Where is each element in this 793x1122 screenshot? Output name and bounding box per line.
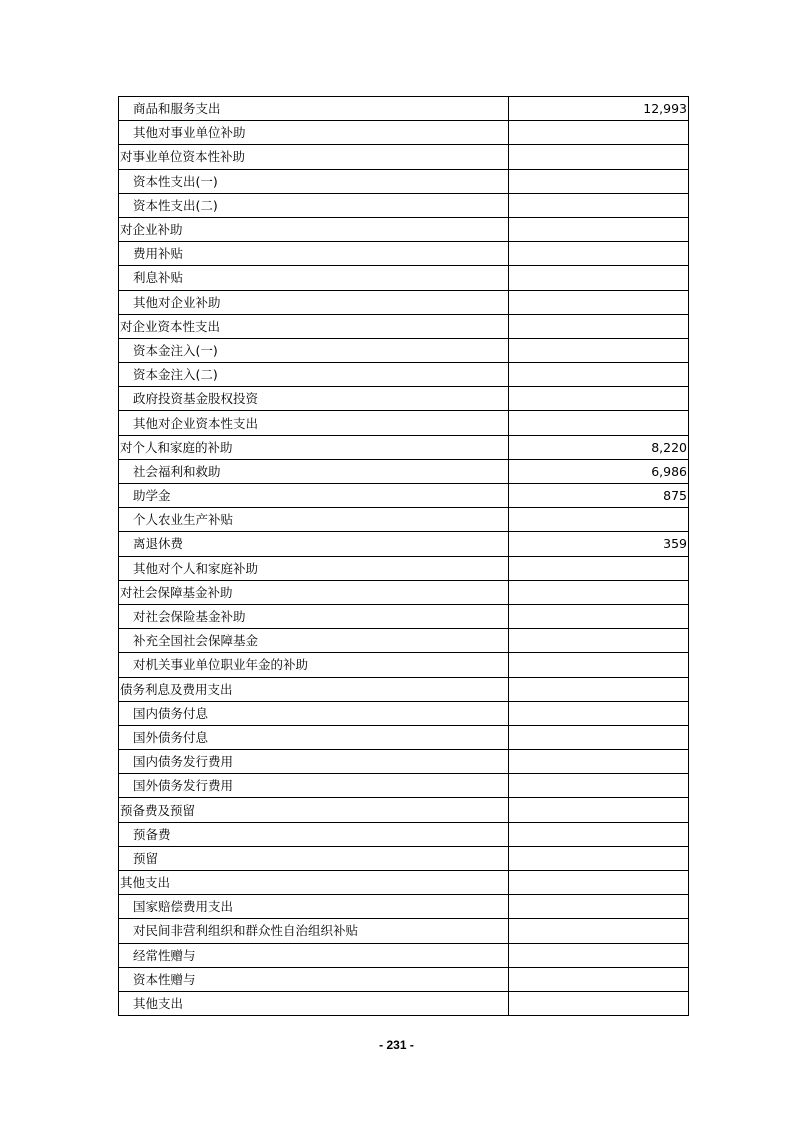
amount-cell: 6,986 <box>509 459 689 483</box>
amount-cell <box>509 991 689 1015</box>
amount-cell <box>509 871 689 895</box>
amount-cell <box>509 798 689 822</box>
item-name-cell: 对民间非营利组织和群众性自治组织补贴 <box>119 919 509 943</box>
table-row <box>119 387 689 411</box>
amount-cell <box>509 387 689 411</box>
item-name-cell: 对社会保障基金补助 <box>119 580 509 604</box>
amount-cell <box>509 701 689 725</box>
table-row <box>119 846 689 870</box>
item-name-cell: 国内债务付息 <box>119 701 509 725</box>
item-name-cell: 其他支出 <box>119 991 509 1015</box>
table-row <box>119 604 689 628</box>
table-row <box>119 895 689 919</box>
table-row <box>119 943 689 967</box>
table-row <box>119 580 689 604</box>
table-row <box>119 266 689 290</box>
amount-cell <box>509 193 689 217</box>
amount-cell <box>509 943 689 967</box>
amount-cell <box>509 314 689 338</box>
amount-cell <box>509 217 689 241</box>
item-name-cell: 其他对企业补助 <box>119 290 509 314</box>
item-name-cell: 国外债务发行费用 <box>119 774 509 798</box>
amount-cell <box>509 629 689 653</box>
table-row <box>119 193 689 217</box>
amount-cell: 8,220 <box>509 435 689 459</box>
table-row <box>119 556 689 580</box>
item-name-cell: 国外债务付息 <box>119 725 509 749</box>
amount-cell <box>509 750 689 774</box>
item-name-cell: 资本性赠与 <box>119 967 509 991</box>
item-name-cell: 其他对个人和家庭补助 <box>119 556 509 580</box>
table-row <box>119 774 689 798</box>
amount-cell <box>509 145 689 169</box>
item-name-cell: 债务利息及费用支出 <box>119 677 509 701</box>
table-row <box>119 701 689 725</box>
item-name-cell: 其他支出 <box>119 871 509 895</box>
item-name-cell: 对社会保险基金补助 <box>119 604 509 628</box>
table-row <box>119 725 689 749</box>
amount-cell <box>509 290 689 314</box>
amount-cell <box>509 774 689 798</box>
table-row <box>119 677 689 701</box>
item-name-cell: 商品和服务支出 <box>119 97 509 121</box>
item-name-cell: 资本性支出(二) <box>119 193 509 217</box>
amount-cell <box>509 967 689 991</box>
table-row <box>119 97 689 121</box>
table-row <box>119 919 689 943</box>
item-name-cell: 个人农业生产补贴 <box>119 508 509 532</box>
table-row <box>119 967 689 991</box>
table-row <box>119 435 689 459</box>
amount-cell <box>509 604 689 628</box>
amount-cell <box>509 363 689 387</box>
item-name-cell: 国内债务发行费用 <box>119 750 509 774</box>
page-number: - 231 - <box>379 1038 414 1052</box>
budget-expenditure-table <box>118 96 689 1016</box>
item-name-cell: 补充全国社会保障基金 <box>119 629 509 653</box>
item-name-cell: 对企业资本性支出 <box>119 314 509 338</box>
table-row <box>119 871 689 895</box>
table-row <box>119 290 689 314</box>
item-name-cell: 其他对事业单位补助 <box>119 121 509 145</box>
item-name-cell: 其他对企业资本性支出 <box>119 411 509 435</box>
item-name-cell: 资本性支出(一) <box>119 169 509 193</box>
amount-cell: 359 <box>509 532 689 556</box>
item-name-cell: 对机关事业单位职业年金的补助 <box>119 653 509 677</box>
table-row <box>119 991 689 1015</box>
item-name-cell: 预留 <box>119 846 509 870</box>
amount-cell <box>509 508 689 532</box>
table-row <box>119 314 689 338</box>
item-name-cell: 政府投资基金股权投资 <box>119 387 509 411</box>
item-name-cell: 对事业单位资本性补助 <box>119 145 509 169</box>
item-name-cell: 国家赔偿费用支出 <box>119 895 509 919</box>
item-name-cell: 社会福利和救助 <box>119 459 509 483</box>
amount-cell: 12,993 <box>509 97 689 121</box>
table-row <box>119 532 689 556</box>
amount-cell <box>509 338 689 362</box>
amount-cell <box>509 169 689 193</box>
amount-cell <box>509 411 689 435</box>
table-row <box>119 145 689 169</box>
table-row <box>119 629 689 653</box>
table-row <box>119 653 689 677</box>
table-body <box>119 97 689 1016</box>
table-row <box>119 242 689 266</box>
table-row <box>119 750 689 774</box>
item-name-cell: 离退休费 <box>119 532 509 556</box>
amount-cell <box>509 242 689 266</box>
table-row <box>119 363 689 387</box>
amount-cell <box>509 822 689 846</box>
table-row <box>119 459 689 483</box>
amount-cell <box>509 895 689 919</box>
item-name-cell: 助学金 <box>119 484 509 508</box>
amount-cell <box>509 580 689 604</box>
amount-cell <box>509 677 689 701</box>
amount-cell <box>509 846 689 870</box>
table-row <box>119 217 689 241</box>
item-name-cell: 预备费及预留 <box>119 798 509 822</box>
amount-cell: 875 <box>509 484 689 508</box>
item-name-cell: 费用补贴 <box>119 242 509 266</box>
item-name-cell: 经常性赠与 <box>119 943 509 967</box>
item-name-cell: 对企业补助 <box>119 217 509 241</box>
table-row <box>119 484 689 508</box>
table-row <box>119 798 689 822</box>
amount-cell <box>509 266 689 290</box>
amount-cell <box>509 556 689 580</box>
table-row <box>119 169 689 193</box>
amount-cell <box>509 121 689 145</box>
table-row <box>119 508 689 532</box>
item-name-cell: 预备费 <box>119 822 509 846</box>
table-row <box>119 338 689 362</box>
item-name-cell: 利息补贴 <box>119 266 509 290</box>
amount-cell <box>509 725 689 749</box>
item-name-cell: 资本金注入(二) <box>119 363 509 387</box>
amount-cell <box>509 653 689 677</box>
item-name-cell: 对个人和家庭的补助 <box>119 435 509 459</box>
table-row <box>119 411 689 435</box>
table-row <box>119 121 689 145</box>
item-name-cell: 资本金注入(一) <box>119 338 509 362</box>
table-row <box>119 822 689 846</box>
amount-cell <box>509 919 689 943</box>
